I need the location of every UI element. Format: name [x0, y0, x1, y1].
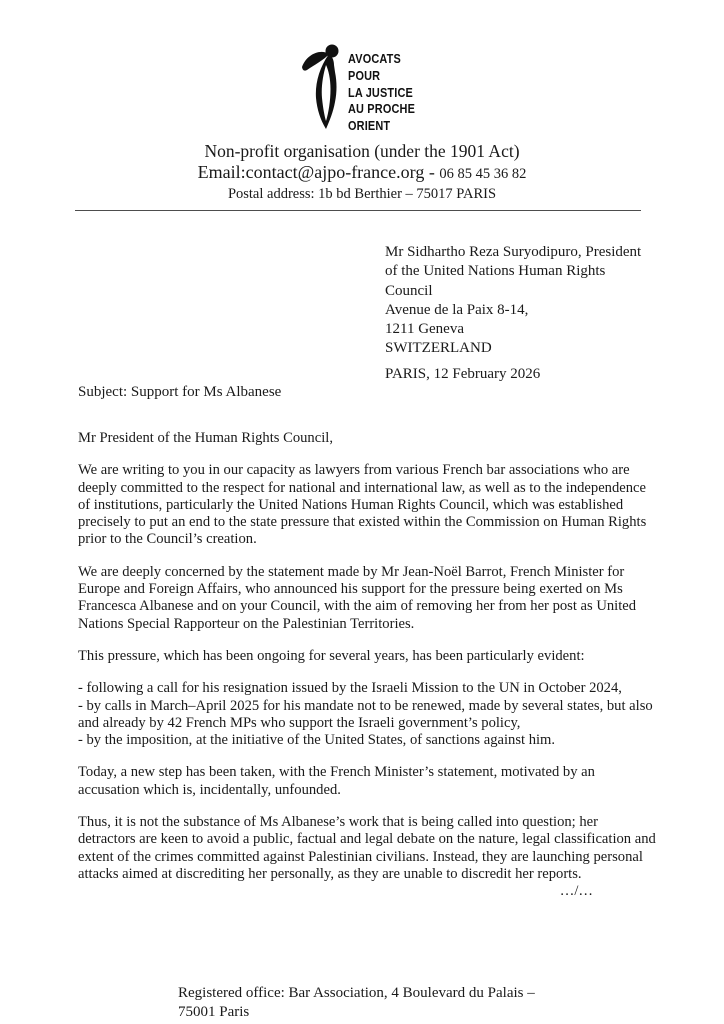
list-item: - by calls in March–April 2025 for his mandate not to be renewed, made by several states, but also and already by 42 French MPs who support the Israeli government’s policy,	[78, 697, 653, 731]
recipient-address	[385, 243, 641, 359]
letter-body	[78, 430, 656, 901]
org-name-line: ORIENT	[348, 118, 391, 134]
org-name-line: POUR	[348, 67, 381, 83]
separator-rule	[75, 210, 641, 211]
org-name-line: LA JUSTICE	[348, 84, 413, 100]
org-postal-line: Postal address: 1b bd Berthier – 75017 PARIS	[227, 186, 497, 202]
recipient-line: SWITZERLAND	[385, 340, 492, 357]
letterhead	[0, 141, 724, 204]
recipient-line: 1211 Geneva	[385, 321, 464, 338]
org-name-line: AU PROCHE	[348, 101, 416, 117]
org-phone: 06 85 45 36 82	[439, 166, 527, 182]
recipient-line: Council	[385, 282, 433, 299]
contact-separator: -	[424, 162, 440, 182]
continuation-mark: …/…	[559, 883, 593, 900]
body-paragraph: We are deeply concerned by the statement made by Mr Jean-Noël Barrot, French Minister for Europe and Foreign Affairs, who announced his support for the pressure being exerted on Ms Francesca Albanese and on your Council, with the aim of removing her from her post as United Nations Special Rapporteur on the Palestinian Territories.	[78, 563, 637, 632]
body-paragraph: We are writing to you in our capacity as lawyers from various French bar associations who are deeply committed to the respect for national and international law, as well as to the independence of institutions, particularly the United Nations Human Rights Council, which was established precisely to put an end to the state pressure that existed within the Commission on Human Rights prior to the Council’s creation.	[78, 462, 647, 548]
body-paragraph: Thus, it is not the substance of Ms Albanese’s work that is being called into question; her detractors are keen to avoid a public, factual and legal debate on the nature, legal classification and extent of the crimes committed against Palestinian civilians. Instead, they are launching personal attacks aimed at discrediting her personally, as they are unable to discredit her reports.	[78, 814, 656, 882]
org-name	[348, 44, 415, 135]
list-item: - following a call for his resignation issued by the Israeli Mission to the UN in October 2024,	[78, 680, 622, 697]
org-name-line: AVOCATS	[348, 51, 401, 66]
subject-line: Subject: Support for Ms Albanese	[78, 384, 282, 400]
footer-line: Registered office: Bar Association, 4 Boulevard du Palais –	[178, 985, 535, 1001]
page-footer	[178, 984, 548, 1021]
salutation: Mr President of the Human Rights Council,	[78, 430, 333, 446]
org-contact-line	[0, 162, 724, 185]
recipient-line: Avenue de la Paix 8-14,	[385, 301, 529, 318]
date-line: PARIS, 12 February 2026	[385, 366, 541, 382]
recipient-line: of the United Nations Human Rights	[385, 263, 606, 280]
body-paragraph: Today, a new step has been taken, with the French Minister’s statement, motivated by an accusation which is, incidentally, unfounded.	[78, 764, 595, 798]
org-email: Email:contact@ajpo-france.org	[197, 162, 425, 182]
ajpo-logo	[301, 44, 428, 135]
justice-figure-icon	[301, 44, 347, 130]
org-status-line: Non-profit organisation (under the 1901 Act)	[204, 141, 520, 161]
recipient-line: Mr Sidhartho Reza Suryodipuro, President	[385, 244, 642, 260]
evidence-list	[78, 680, 656, 749]
list-item: - by the imposition, at the initiative of the United States, of sanctions against him.	[78, 732, 556, 749]
body-paragraph: This pressure, which has been ongoing for several years, has been particularly evident:	[78, 647, 585, 664]
footer-line: 75001 Paris	[178, 1003, 250, 1020]
